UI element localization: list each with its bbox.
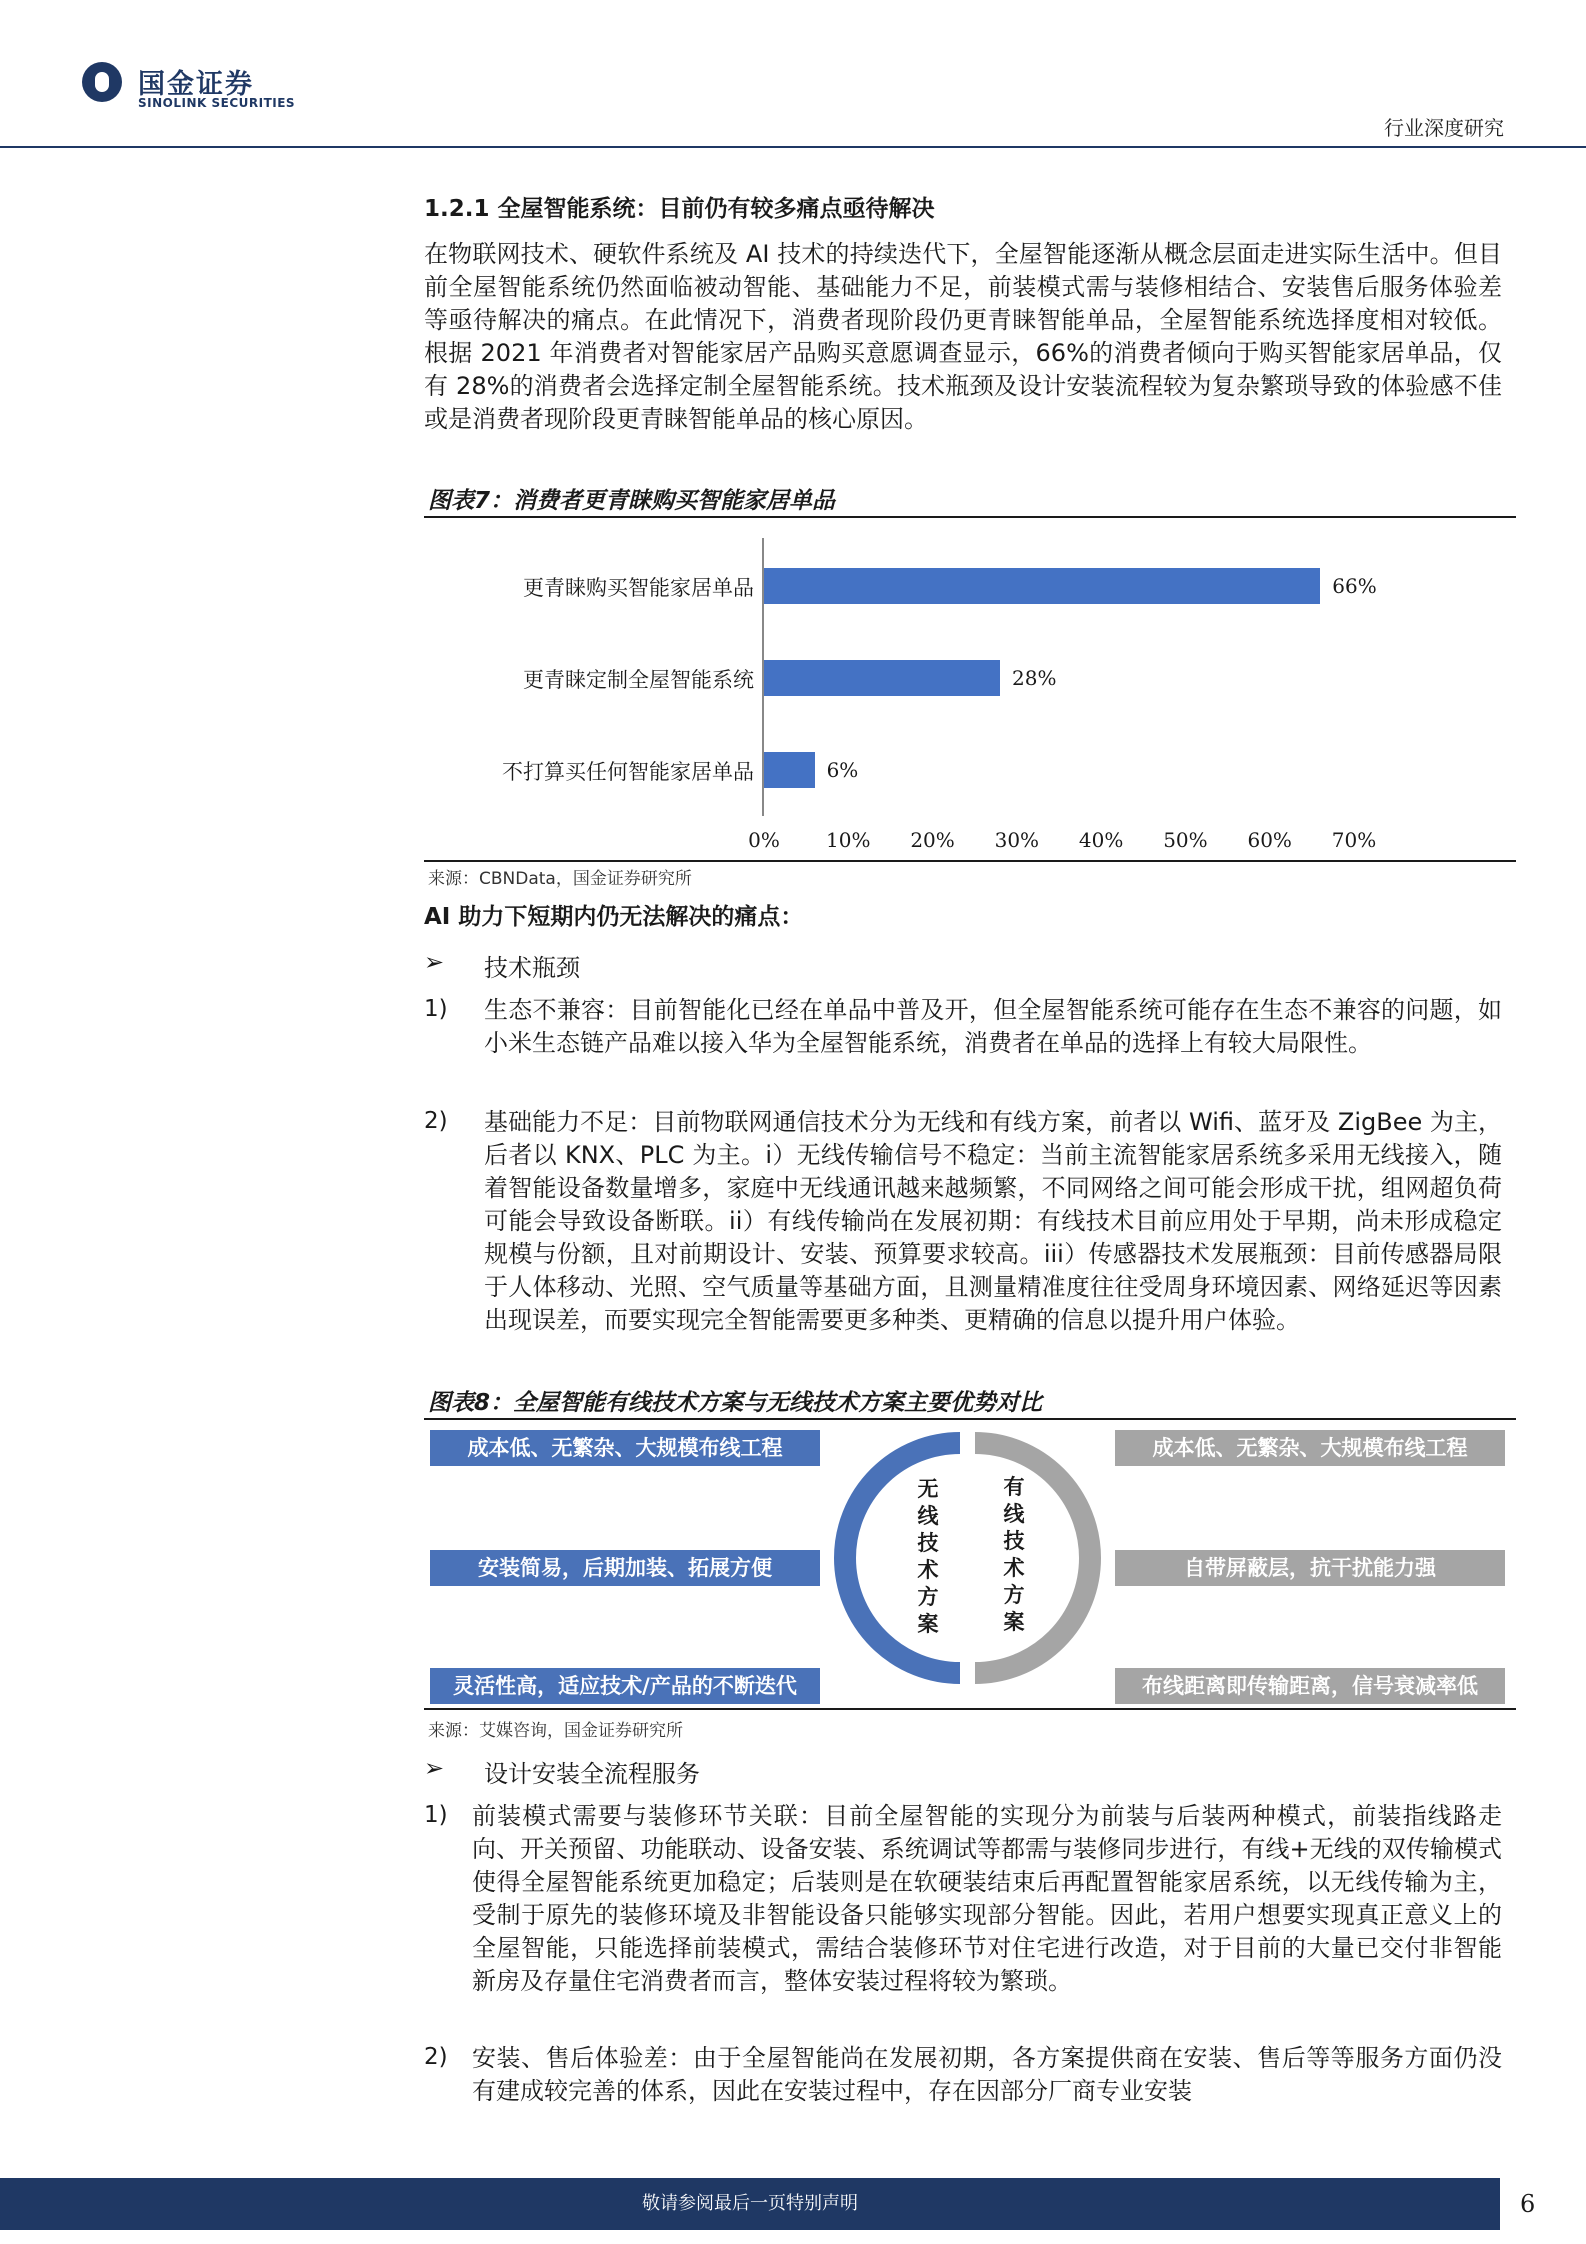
bar-value-label: 6% xyxy=(826,758,859,782)
design-install-label: 设计安装全流程服务 xyxy=(484,1760,700,1788)
wireless-advantage-box: 成本低、无繁杂、大规模布线工程 xyxy=(430,1430,820,1466)
bar xyxy=(764,752,815,788)
wired-advantage-box: 自带屏蔽层，抗干扰能力强 xyxy=(1115,1550,1505,1586)
comparison-ring xyxy=(820,1418,1115,1708)
bar xyxy=(764,568,1320,604)
list-item-text: 生态不兼容：目前智能化已经在单品中普及开，但全屋智能系统可能存在生态不兼容的问题，如小米生态链产品难以接入华为全屋智能系统，消费者在单品的选择上有较大局限性。 xyxy=(484,996,1502,1057)
section-heading: 1.2.1 全屋智能系统：目前仍有较多痛点亟待解决 xyxy=(424,196,935,222)
bullet-marker-icon: ➢ xyxy=(424,1754,445,1782)
x-tick-label: 0% xyxy=(748,828,780,852)
footer-disclaimer: 敬请参阅最后一页特别声明 xyxy=(642,2193,858,2214)
logo-name-en: SINOLINK SECURITIES xyxy=(138,96,296,110)
header-divider xyxy=(0,146,1586,148)
list-item-number: 1) xyxy=(424,996,448,1022)
bar-category-label: 更青睐定制全屋智能系统 xyxy=(523,668,754,692)
wireless-scheme-label: 无 线 技 术 方 案 xyxy=(917,1477,939,1636)
bar-chart xyxy=(424,520,1516,860)
list-item-number: 2) xyxy=(424,1108,448,1134)
report-type: 行业深度研究 xyxy=(1384,116,1504,140)
x-tick-label: 30% xyxy=(994,828,1040,852)
figure7-title: 图表7：消费者更青睐购买智能家居单品 xyxy=(428,488,836,514)
list-item-text: 基础能力不足：目前物联网通信技术分为无线和有线方案，前者以 Wifi、蓝牙及 ZigBee 为主，后者以 KNX、PLC 为主。i）无线传输信号不稳定：当前主流智能家居系统多采用无线接入，随着智能设备数量增多，家庭中无线通讯越来越频繁，不同网络之间可能会形成干扰，组网超负荷可能会导致设备断联。ii）有线传输尚在发展初期：有线技术目前应用处于早期，尚未形成稳定规模与份额，且对前期设计、安装、预算要求较高。iii）传感器技术发展瓶颈：目前传感器局限于人体移动、光照、空气质量等基础方面，且测量精准度往往受周身环境因素、网络延迟等因素出现误差，而要实现完全智能需要更多种类、更精确的信息以提升用户体验。 xyxy=(484,1108,1502,1334)
list-item-text: 前装模式需要与装修环节关联：目前全屋智能的实现分为前装与后装两种模式，前装指线路走向、开关预留、功能联动、设备安装、系统调试等都需与装修同步进行，有线+无线的双传输模式使得全屋智能系统更加稳定；后装则是在软硬装结束后再配置智能家居系统，以无线传输为主，受制于原先的装修环境及非智能设备只能够实现部分智能。因此，若用户想要实现真正意义上的全屋智能，只能选择前装模式，需结合装修环节对住宅进行改造，对于目前的大量已交付非智能新房及存量住宅消费者而言，整体安装过程将较为繁琐。 xyxy=(472,1802,1502,1995)
bar xyxy=(764,660,1000,696)
bar-category-label: 更青睐购买智能家居单品 xyxy=(523,576,754,600)
x-tick-label: 20% xyxy=(910,828,955,852)
wireless-advantage-box: 灵活性高，适应技术/产品的不断迭代 xyxy=(430,1668,820,1704)
figure8-title: 图表8：全屋智能有线技术方案与无线技术方案主要优势对比 xyxy=(428,1390,1043,1416)
wired-ring-half xyxy=(975,1443,1090,1673)
logo-name-cn: 国金证券 xyxy=(138,69,254,100)
page-number: 6 xyxy=(1520,2190,1536,2218)
wireless-advantage-box: 安装简易，后期加装、拓展方便 xyxy=(430,1550,820,1586)
intro-paragraph: 在物联网技术、硬软件系统及 AI 技术的持续迭代下，全屋智能逐渐从概念层面走进实际生活中。但目前全屋智能系统仍然面临被动智能、基础能力不足，前装模式需与装修相结合、安装售后服务体验差等亟待解决的痛点。在此情况下，消费者现阶段仍更青睐智能单品，全屋智能系统选择度相对较低。根据 2021 年消费者对智能家居产品购买意愿调查显示，66%的消费者倾向于购买智能家居单品，仅有 28%的消费者会选择定制全屋智能系统。技术瓶颈及设计安装流程较为复杂繁琐导致的体验感不佳或是消费者现阶段更青睐智能单品的核心原因。 xyxy=(424,240,1502,433)
x-tick-label: 10% xyxy=(826,828,871,852)
logo-icon xyxy=(82,62,122,102)
figure7-top-rule xyxy=(424,516,1516,518)
wired-advantage-box: 布线距离即传输距离，信号衰减率低 xyxy=(1115,1668,1505,1704)
bar-value-label: 66% xyxy=(1332,574,1377,598)
figure7-source: 来源：CBNData，国金证券研究所 xyxy=(428,869,692,889)
figure7-bottom-rule xyxy=(424,860,1516,862)
pain-points-heading: AI 助力下短期内仍无法解决的痛点： xyxy=(424,904,804,930)
x-tick-label: 70% xyxy=(1331,828,1377,852)
bar-category-label: 不打算买任何智能家居单品 xyxy=(502,760,754,784)
bar-value-label: 28% xyxy=(1012,666,1057,690)
figure8-source: 来源：艾媒咨询，国金证券研究所 xyxy=(428,1721,683,1741)
list-item-number: 2) xyxy=(424,2044,448,2070)
x-tick-label: 50% xyxy=(1163,828,1208,852)
tech-bottleneck-label: 技术瓶颈 xyxy=(484,954,580,982)
wired-advantage-box: 成本低、无繁杂、大规模布线工程 xyxy=(1115,1430,1505,1466)
x-tick-label: 60% xyxy=(1247,828,1292,852)
bullet-marker-icon: ➢ xyxy=(424,948,445,976)
wired-scheme-label: 有 线 技 术 方 案 xyxy=(1003,1475,1025,1634)
figure8-bottom-rule xyxy=(424,1708,1516,1710)
list-item-text: 安装、售后体验差：由于全屋智能尚在发展初期，各方案提供商在安装、售后等等服务方面仍没有建成较完善的体系，因此在安装过程中，存在因部分厂商专业安装 xyxy=(472,2044,1502,2105)
list-item-number: 1) xyxy=(424,1802,448,1828)
x-tick-label: 40% xyxy=(1078,828,1124,852)
